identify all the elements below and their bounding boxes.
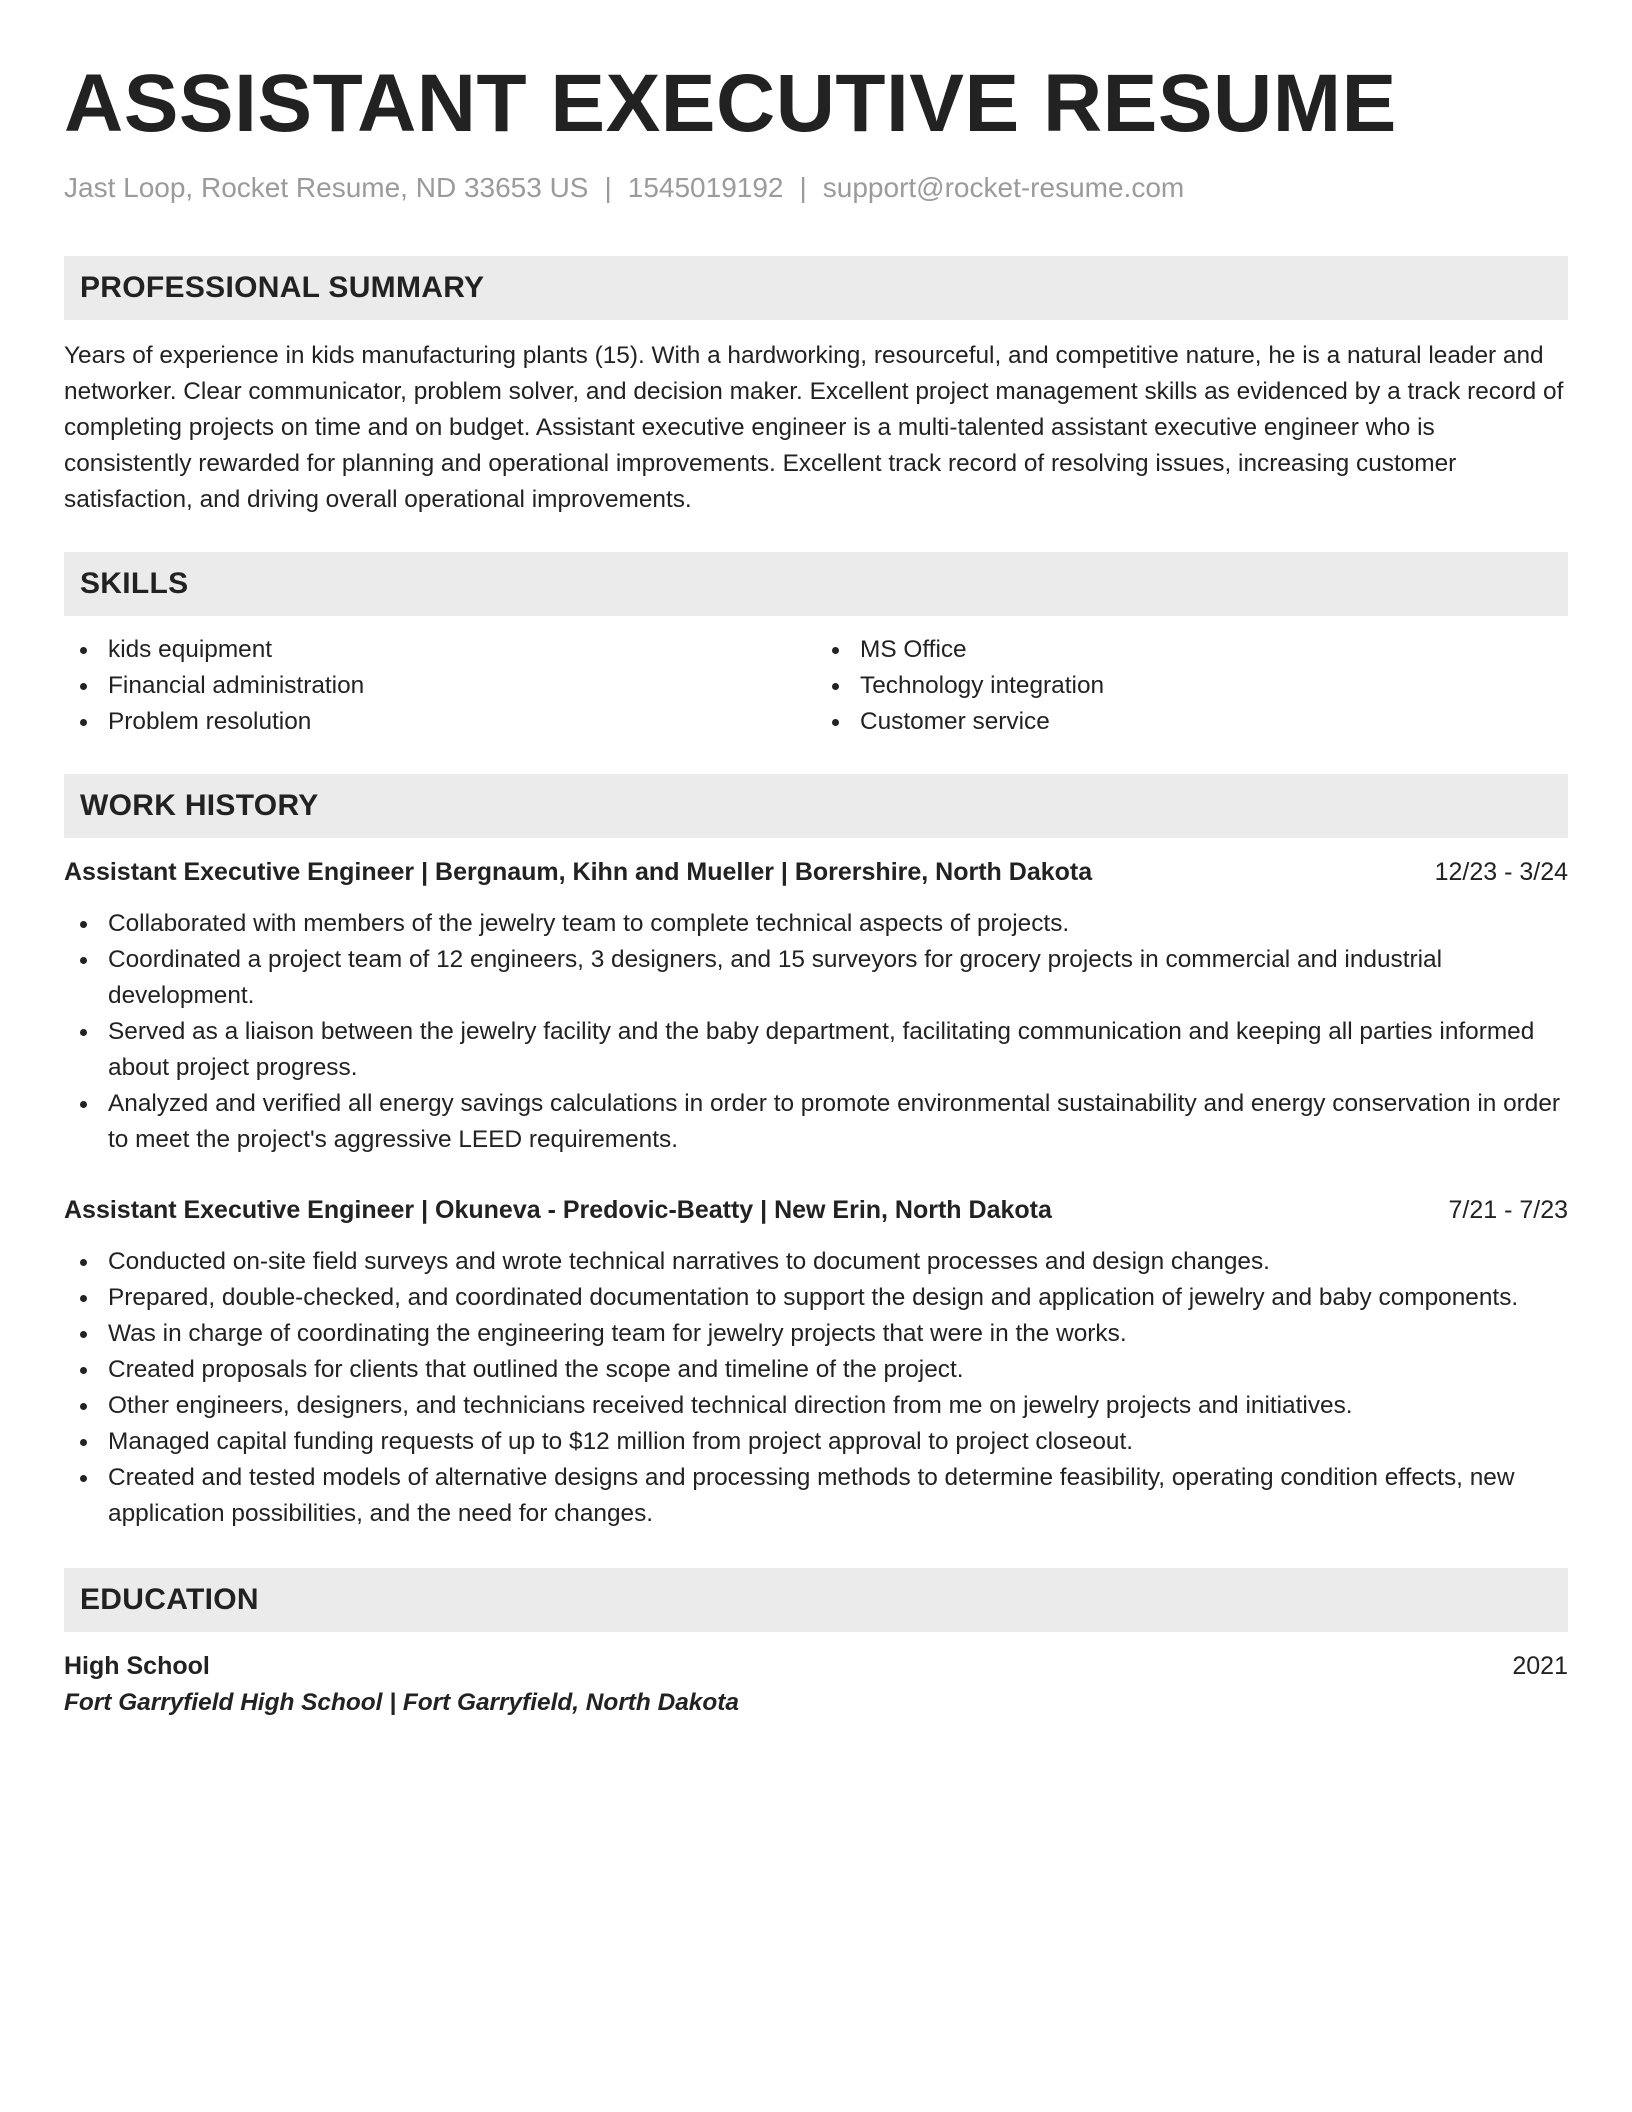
contact-address: Jast Loop, Rocket Resume, ND 33653 US — [64, 172, 589, 203]
duty-item: Was in charge of coordinating the engineering team for jewelry projects that were in the works. — [64, 1316, 1568, 1352]
skills-list — [64, 632, 1568, 740]
skills-column-left — [64, 632, 816, 740]
section-header-summary — [64, 256, 1568, 320]
skill-item: Technology integration — [816, 668, 1568, 704]
education-school: Fort Garryfield High School | Fort Garryfield, North Dakota — [64, 1689, 739, 1716]
page-title: ASSISTANT EXECUTIVE RESUME — [64, 58, 1397, 149]
duty-item: Conducted on-site field surveys and wrote technical narratives to document processes and design changes. — [64, 1244, 1568, 1280]
job-duties — [64, 906, 1568, 1158]
duty-item: Created and tested models of alternative designs and processing methods to determine feasibility, operating condition effects, new application possibilities, and the need for changes. — [64, 1460, 1568, 1532]
skill-item: kids equipment — [64, 632, 816, 668]
section-title: SKILLS — [80, 567, 189, 600]
section-header-education — [64, 1568, 1568, 1632]
duty-item: Managed capital funding requests of up to $12 million from project approval to project closeout. — [64, 1424, 1568, 1460]
duty-item: Prepared, double-checked, and coordinated documentation to support the design and application of jewelry and baby components. — [64, 1280, 1568, 1316]
duty-item: Created proposals for clients that outlined the scope and timeline of the project. — [64, 1352, 1568, 1388]
section-title: WORK HISTORY — [80, 789, 319, 822]
job-header — [64, 854, 1568, 890]
section-title: PROFESSIONAL SUMMARY — [80, 271, 485, 304]
contact-phone: 1545019192 — [627, 172, 784, 203]
skill-item: Problem resolution — [64, 704, 816, 740]
skill-item: MS Office — [816, 632, 1568, 668]
duty-item: Other engineers, designers, and technicians received technical direction from me on jewelry projects and initiatives. — [64, 1388, 1568, 1424]
contact-separator: | — [799, 172, 807, 203]
education-header — [64, 1648, 1568, 1684]
job-title: Assistant Executive Engineer | Bergnaum, Kihn and Mueller | Borershire, North Dakota — [64, 858, 1093, 886]
summary-text: Years of experience in kids manufacturing plants (15). With a hardworking, resourceful, and competitive nature, he is a natural leader and networker. Clear communicator, problem solver, and decision maker. Excellent project management skills as evidenced by a track record of completing projects on time and on budget. Assistant executive engineer is a multi-talented assistant executive engineer who is consistently rewarded for planning and operational improvements. Excellent track record of resolving issues, increasing customer satisfaction, and driving overall operational improvements. — [64, 342, 1564, 513]
section-header-work-history — [64, 774, 1568, 838]
job-entry — [64, 854, 1568, 1158]
education-degree: High School — [64, 1652, 210, 1680]
job-duties — [64, 1244, 1568, 1532]
job-title: Assistant Executive Engineer | Okuneva - Predovic-Beatty | New Erin, North Dakota — [64, 1196, 1052, 1224]
skill-item: Customer service — [816, 704, 1568, 740]
duty-item: Served as a liaison between the jewelry facility and the baby department, facilitating communication and keeping all parties informed about project progress. — [64, 1014, 1568, 1086]
skills-column-right — [816, 632, 1568, 740]
job-header — [64, 1192, 1568, 1228]
duty-item: Coordinated a project team of 12 engineers, 3 designers, and 15 surveyors for grocery projects in commercial and industrial development. — [64, 942, 1568, 1014]
education-year: 2021 — [1512, 1652, 1568, 1680]
section-header-skills — [64, 552, 1568, 616]
section-title: EDUCATION — [80, 1583, 259, 1616]
contact-line — [64, 170, 1568, 206]
contact-separator: | — [604, 172, 612, 203]
skill-item: Financial administration — [64, 668, 816, 704]
job-entry — [64, 1192, 1568, 1532]
job-dates: 7/21 - 7/23 — [1448, 1196, 1568, 1224]
duty-item: Collaborated with members of the jewelry team to complete technical aspects of projects. — [64, 906, 1568, 942]
duty-item: Analyzed and verified all energy savings calculations in order to promote environmental sustainability and energy conservation in order to meet the project's aggressive LEED requirements. — [64, 1086, 1568, 1158]
contact-email: support@rocket-resume.com — [822, 172, 1185, 203]
job-dates: 12/23 - 3/24 — [1434, 858, 1568, 886]
